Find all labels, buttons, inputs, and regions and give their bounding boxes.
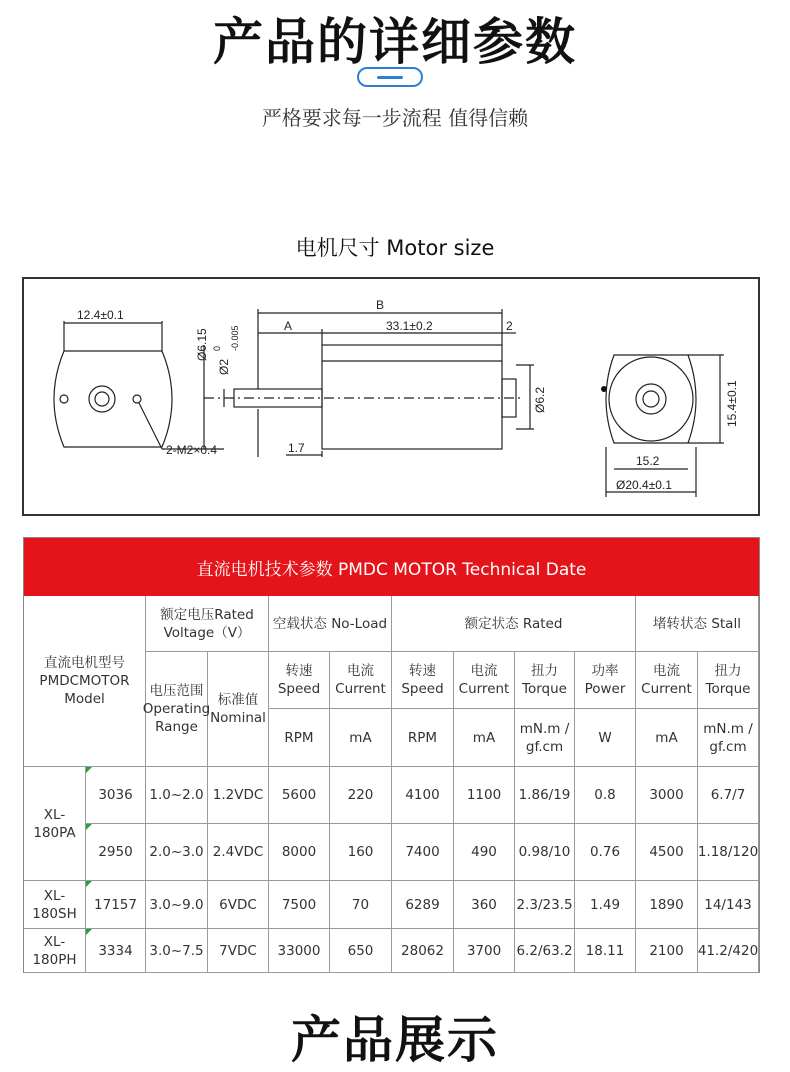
table-cell: 4100 (392, 767, 454, 824)
header-stall-group: 堵转状态 Stall (636, 596, 759, 652)
motor-drawing (22, 277, 760, 516)
header-column: 扭力 Torque (698, 652, 759, 709)
table-cell: 1.49 (575, 881, 636, 929)
dim-b: B (376, 298, 385, 312)
dim-shaft-dia: Ø2 (217, 358, 231, 375)
table-title: 直流电机技术参数 PMDC MOTOR Technical Date (24, 538, 759, 596)
model-name-cell: XL-180PH (24, 929, 86, 973)
table-cell: 1890 (636, 881, 698, 929)
header-unit: mA (636, 709, 698, 767)
table-cell: 33000 (269, 929, 330, 973)
header-noload-group: 空载状态 No-Load (269, 596, 392, 652)
dim-screw: 2-M2×0.4 (166, 443, 218, 457)
table-cell: 7400 (392, 824, 454, 881)
dim-rear-dia: Ø20.4±0.1 (616, 478, 672, 492)
table-cell: 41.2/420 (698, 929, 759, 973)
dim-shaft-tol-upper: 0 (212, 345, 222, 351)
dim-rear-inner: 15.2 (636, 454, 660, 468)
header-unit: mN.m / gf.cm (515, 709, 575, 767)
table-cell: 2950 (86, 824, 146, 881)
dim-a: A (284, 319, 293, 333)
header-column: 功率 Power (575, 652, 636, 709)
dim-front-width: 12.4±0.1 (77, 308, 124, 322)
header-unit: mN.m / gf.cm (698, 709, 759, 767)
table-cell: 0.98/10 (515, 824, 575, 881)
header-unit: RPM (269, 709, 330, 767)
model-name-cell: XL-180PA (24, 767, 86, 881)
dim-body-dia: Ø6.15 (195, 328, 209, 361)
table-cell: 4500 (636, 824, 698, 881)
header-column: 电流 Current (636, 652, 698, 709)
table-cell: 490 (454, 824, 515, 881)
table-cell: 1.86/19 (515, 767, 575, 824)
dim-back-len: 2 (506, 319, 513, 333)
table-cell: 0.76 (575, 824, 636, 881)
dim-shaft-tol-lower: -0.005 (230, 325, 240, 351)
table-cell: 1.18/120 (698, 824, 759, 881)
table-cell: 2100 (636, 929, 698, 973)
header-rated-group: 额定状态 Rated (392, 596, 636, 652)
table-cell: 2.4VDC (208, 824, 269, 881)
table-cell: 70 (330, 881, 392, 929)
table-cell: 7VDC (208, 929, 269, 973)
dim-rear-height: 15.4±0.1 (725, 380, 739, 427)
table-cell: 3334 (86, 929, 146, 973)
table-cell: 5600 (269, 767, 330, 824)
table-cell: 6VDC (208, 881, 269, 929)
table-cell: 2.0~3.0 (146, 824, 208, 881)
motor-dimension-svg (24, 279, 758, 514)
row-marker-icon (86, 824, 92, 830)
header-nominal: 标准值 Nominal (208, 652, 269, 767)
header-unit: W (575, 709, 636, 767)
header-unit: mA (454, 709, 515, 767)
header-column: 转速 Speed (392, 652, 454, 709)
table-cell: 1100 (454, 767, 515, 824)
header-column: 转速 Speed (269, 652, 330, 709)
table-cell: 2.3/23.5 (515, 881, 575, 929)
dim-shaft-step: 1.7 (288, 441, 305, 455)
row-marker-icon (86, 881, 92, 887)
table-cell: 3000 (636, 767, 698, 824)
table-cell: 17157 (86, 881, 146, 929)
table-cell: 3.0~7.5 (146, 929, 208, 973)
table-cell: 8000 (269, 824, 330, 881)
header-range: 电压范围 Operating Range (146, 652, 208, 767)
table-cell: 3.0~9.0 (146, 881, 208, 929)
table-cell: 650 (330, 929, 392, 973)
table-cell: 1.0~2.0 (146, 767, 208, 824)
table-cell: 3036 (86, 767, 146, 824)
table-cell: 28062 (392, 929, 454, 973)
header-voltage-group: 额定电压Rated Voltage（V） (146, 596, 269, 652)
motor-size-title: 电机尺寸 Motor size (295, 236, 495, 260)
table-cell: 160 (330, 824, 392, 881)
dim-boss-dia: Ø6.2 (533, 386, 547, 413)
header-column: 电流 Current (454, 652, 515, 709)
header-model: 直流电机型号 PMDCMOTOR Model (24, 596, 146, 767)
model-name-cell: XL-180SH (24, 881, 86, 929)
row-marker-icon (86, 767, 92, 773)
table-cell: 7500 (269, 881, 330, 929)
table-cell: 3700 (454, 929, 515, 973)
table-cell: 6.2/63.2 (515, 929, 575, 973)
header-unit: RPM (392, 709, 454, 767)
table-cell: 220 (330, 767, 392, 824)
section-title-showcase: 产品展示 (291, 1011, 499, 1069)
header-unit: mA (330, 709, 392, 767)
page-subtitle: 严格要求每一步流程 值得信赖 (261, 106, 529, 130)
page-title: 产品的详细参数 (213, 13, 577, 71)
dim-body-len: 33.1±0.2 (386, 319, 433, 333)
header-column: 电流 Current (330, 652, 392, 709)
table-cell: 1.2VDC (208, 767, 269, 824)
table-cell: 360 (454, 881, 515, 929)
row-marker-icon (86, 929, 92, 935)
table-cell: 6.7/7 (698, 767, 759, 824)
divider-pill (357, 67, 423, 87)
spec-table (23, 537, 760, 973)
table-cell: 0.8 (575, 767, 636, 824)
header-column: 扭力 Torque (515, 652, 575, 709)
table-cell: 6289 (392, 881, 454, 929)
table-cell: 18.11 (575, 929, 636, 973)
table-cell: 14/143 (698, 881, 759, 929)
